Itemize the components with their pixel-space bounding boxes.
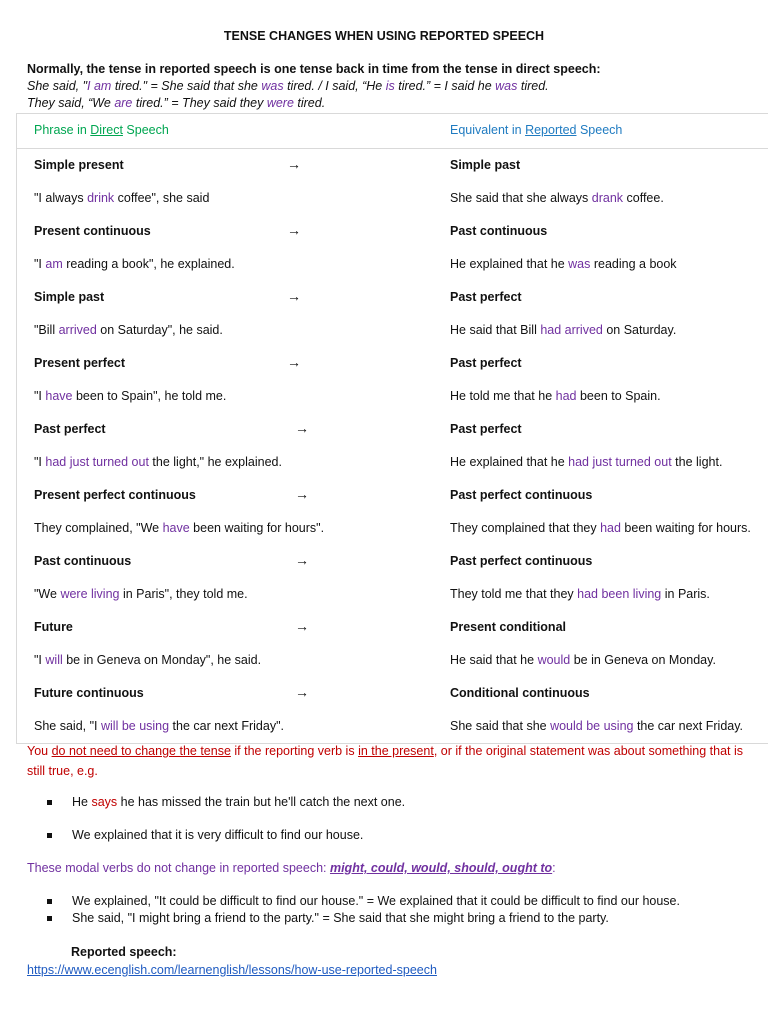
reported-tense-name: [450, 488, 592, 502]
modal-colon: :: [552, 861, 556, 875]
direct-tense-name: [34, 488, 196, 502]
text-segment: Past perfect: [450, 290, 522, 304]
text-segment: in Paris", they told me.: [119, 587, 248, 601]
header-direct-word: Direct: [90, 123, 123, 137]
text-segment: the car next Friday".: [169, 719, 284, 733]
text-segment: tired.” = I said he: [394, 79, 496, 93]
text-segment: Past perfect: [450, 422, 522, 436]
reported-example: [450, 587, 710, 601]
header-reported-speech: [450, 123, 622, 137]
text-segment: "We: [34, 587, 61, 601]
highlighted-verb: was: [568, 257, 591, 271]
text-segment: Past perfect continuous: [450, 488, 593, 502]
highlighted-verb: arrived: [58, 323, 97, 337]
intro-example-line-2: [27, 95, 757, 112]
text-segment: tired." = She said that she: [111, 79, 262, 93]
text-segment: tired.: [293, 96, 326, 110]
reported-tense-name: [450, 290, 522, 304]
modal-intro: These modal verbs do not change in reported speech:: [27, 861, 330, 875]
underlined-phrase: in the present: [358, 744, 434, 758]
text-segment: Present perfect: [34, 356, 126, 370]
example-row: [17, 710, 768, 743]
direct-example: [34, 521, 324, 535]
text-segment: She said, "I might bring a friend to the party." = She said that she might bring a friend to the party.: [72, 911, 609, 925]
list-item-text: [72, 894, 680, 908]
text-segment: She said that she always: [450, 191, 592, 205]
text-segment: She said that she: [450, 719, 551, 733]
text-segment: She said, ": [27, 79, 88, 93]
reported-example: [450, 191, 664, 205]
bullet-icon: [47, 916, 52, 921]
underlined-phrase: do not need to change the tense: [51, 744, 231, 758]
text-segment: Simple present: [34, 158, 124, 172]
table-body: [17, 149, 768, 743]
text-segment: Future: [34, 620, 73, 634]
text-segment: He said that Bill: [450, 323, 541, 337]
text-segment: the car next Friday.: [633, 719, 744, 733]
reported-example: [450, 323, 676, 337]
text-segment: He explained that he: [450, 455, 569, 469]
direct-example: [34, 719, 284, 733]
reported-example: [450, 719, 743, 733]
highlighted-verb: drank: [591, 191, 624, 205]
example-row: [17, 248, 768, 281]
highlighted-verb: was: [261, 79, 284, 93]
bullet-icon: [47, 899, 52, 904]
direct-example: [34, 389, 226, 403]
right-arrow-icon: →: [295, 552, 309, 568]
reported-tense-name: [450, 158, 520, 172]
example-row: [17, 644, 768, 677]
text-segment: They complained, "We: [34, 521, 163, 535]
direct-tense-name: [34, 356, 125, 370]
highlighted-verb: have: [162, 521, 190, 535]
text-segment: He: [72, 795, 92, 809]
tense-row: [17, 545, 768, 578]
text-segment: reading a book", he explained.: [62, 257, 235, 271]
header-direct-suffix: Speech: [122, 123, 169, 137]
text-segment: Simple past: [34, 290, 105, 304]
reported-tense-name: [450, 422, 522, 436]
intro-paragraph: [27, 61, 757, 112]
highlighted-verb: had arrived: [540, 323, 603, 337]
text-segment: coffee.: [623, 191, 664, 205]
text-segment: They complained that they: [450, 521, 601, 535]
tense-row: [17, 413, 768, 446]
reference-link[interactable]: https://www.ecenglish.com/learnenglish/lessons/how-use-reported-speech: [27, 963, 437, 977]
list-item-text: [72, 911, 609, 925]
highlighted-verb: is: [385, 79, 395, 93]
reported-tense-name: [450, 554, 592, 568]
direct-example: [34, 653, 261, 667]
text-segment: He said that he: [450, 653, 538, 667]
bullet-icon: [47, 833, 52, 838]
example-row: [17, 314, 768, 347]
text-segment: tired.: [517, 79, 549, 93]
right-arrow-icon: →: [287, 222, 301, 238]
highlighted-verb: had been living: [577, 587, 662, 601]
example-row: [17, 578, 768, 611]
reported-example: [450, 653, 716, 667]
text-segment: You: [27, 744, 52, 758]
text-segment: "I: [34, 389, 46, 403]
text-segment: if the reporting verb is: [230, 744, 359, 758]
right-arrow-icon: →: [295, 684, 309, 700]
text-segment: , or if the original statement was about something that is still true, e.g.: [27, 744, 744, 778]
text-segment: Present perfect continuous: [34, 488, 196, 502]
text-segment: been to Spain", he told me.: [72, 389, 227, 403]
header-reported-prefix: Equivalent in: [450, 123, 526, 137]
tense-row: [17, 611, 768, 644]
highlighted-verb: am: [45, 257, 63, 271]
text-segment: been waiting for hours.: [620, 521, 751, 535]
text-segment: Conditional continuous: [450, 686, 590, 700]
direct-tense-name: [34, 290, 104, 304]
direct-example: [34, 191, 209, 205]
text-segment: on Saturday", he said.: [96, 323, 223, 337]
right-arrow-icon: →: [287, 354, 301, 370]
reported-example: [450, 257, 677, 271]
highlighted-verb: had just turned out: [568, 455, 672, 469]
reported-tense-name: [450, 356, 522, 370]
header-direct-speech: [34, 123, 169, 137]
direct-example: [34, 257, 235, 271]
text-segment: be in Geneva on Monday.: [570, 653, 716, 667]
intro-lead: Normally, the tense in reported speech is one tense back in time from the tense in direct speech:: [27, 62, 601, 76]
tense-row: [17, 479, 768, 512]
tense-row: [17, 347, 768, 380]
header-direct-prefix: Phrase in: [34, 123, 91, 137]
text-segment: be in Geneva on Monday", he said.: [62, 653, 262, 667]
text-segment: "I: [34, 257, 46, 271]
direct-tense-name: [34, 158, 124, 172]
highlighted-verb: was: [495, 79, 518, 93]
text-segment: They said, “We: [27, 96, 115, 110]
text-segment: reading a book: [590, 257, 677, 271]
bullet-icon: [47, 800, 52, 805]
text-segment: Past perfect continuous: [450, 554, 593, 568]
highlighted-verb: will: [45, 653, 63, 667]
text-segment: "I: [34, 653, 46, 667]
text-segment: Present conditional: [450, 620, 566, 634]
text-segment: Past perfect: [450, 356, 522, 370]
text-segment: Past perfect: [34, 422, 106, 436]
highlighted-verb: were: [266, 96, 294, 110]
highlighted-verb: are: [114, 96, 133, 110]
no-change-note: [27, 741, 747, 781]
modal-verbs-note: [27, 861, 556, 875]
table-header: [17, 114, 768, 149]
header-reported-suffix: Speech: [576, 123, 623, 137]
page-title: TENSE CHANGES WHEN USING REPORTED SPEECH: [223, 29, 545, 43]
text-segment: coffee", she said: [114, 191, 210, 205]
highlighted-verb: will be using: [100, 719, 170, 733]
text-segment: "Bill: [34, 323, 59, 337]
text-segment: "I: [34, 455, 46, 469]
highlighted-verb: had: [555, 389, 577, 403]
intro-example-line-1: [27, 78, 757, 95]
right-arrow-icon: →: [295, 618, 309, 634]
list-item-text: [72, 795, 405, 809]
right-arrow-icon: →: [287, 156, 301, 172]
tense-row: [17, 677, 768, 710]
text-segment: She said, "I: [34, 719, 101, 733]
modal-verbs-list: might, could, would, should, ought to: [329, 861, 553, 875]
tense-row: [17, 149, 768, 182]
list-item-text: [72, 828, 363, 842]
text-segment: We explained, "It could be difficult to find our house." = We explained that it could be difficult to find our house.: [72, 894, 680, 908]
right-arrow-icon: →: [295, 486, 309, 502]
right-arrow-icon: →: [295, 420, 309, 436]
text-segment: We explained that it is very difficult to find our house.: [72, 828, 364, 842]
text-segment: the light," he explained.: [148, 455, 282, 469]
reported-example: [450, 455, 722, 469]
text-segment: he has missed the train but he'll catch the next one.: [117, 795, 406, 809]
reported-example: [450, 521, 751, 535]
direct-tense-name: [34, 554, 131, 568]
highlighted-verb: had just turned out: [45, 455, 149, 469]
highlighted-verb: I am: [87, 79, 112, 93]
direct-example: [34, 587, 248, 601]
text-segment: "I always: [34, 191, 88, 205]
highlighted-verb: drink: [87, 191, 115, 205]
highlighted-verb: says: [91, 795, 118, 809]
text-segment: on Saturday.: [602, 323, 677, 337]
direct-example: [34, 323, 223, 337]
reported-speech-label: Reported speech:: [71, 945, 177, 959]
reported-tense-name: [450, 620, 566, 634]
text-segment: tired.” = They said they: [132, 96, 267, 110]
text-segment: Simple past: [450, 158, 521, 172]
direct-tense-name: [34, 224, 151, 238]
text-segment: He explained that he: [450, 257, 569, 271]
text-segment: been to Spain.: [576, 389, 661, 403]
highlighted-verb: would be using: [550, 719, 634, 733]
direct-tense-name: [34, 686, 144, 700]
reported-tense-name: [450, 686, 590, 700]
direct-tense-name: [34, 620, 73, 634]
tense-comparison-table: [16, 113, 768, 744]
right-arrow-icon: →: [287, 288, 301, 304]
example-row: [17, 182, 768, 215]
text-segment: Past continuous: [450, 224, 548, 238]
text-segment: He told me that he: [450, 389, 556, 403]
text-segment: in Paris.: [661, 587, 710, 601]
example-row: [17, 380, 768, 413]
tense-row: [17, 215, 768, 248]
highlighted-verb: were living: [60, 587, 120, 601]
highlighted-verb: have: [45, 389, 73, 403]
text-segment: been waiting for hours".: [189, 521, 325, 535]
highlighted-verb: had: [600, 521, 621, 535]
text-segment: Future continuous: [34, 686, 144, 700]
direct-tense-name: [34, 422, 106, 436]
direct-example: [34, 455, 282, 469]
example-row: [17, 512, 768, 545]
text-segment: tired. / I said, “He: [283, 79, 386, 93]
header-reported-word: Reported: [525, 123, 577, 137]
example-row: [17, 446, 768, 479]
highlighted-verb: would: [537, 653, 571, 667]
text-segment: Past continuous: [34, 554, 132, 568]
tense-row: [17, 281, 768, 314]
text-segment: They told me that they: [450, 587, 578, 601]
reported-example: [450, 389, 661, 403]
reported-tense-name: [450, 224, 547, 238]
text-segment: Present continuous: [34, 224, 151, 238]
text-segment: the light.: [671, 455, 723, 469]
